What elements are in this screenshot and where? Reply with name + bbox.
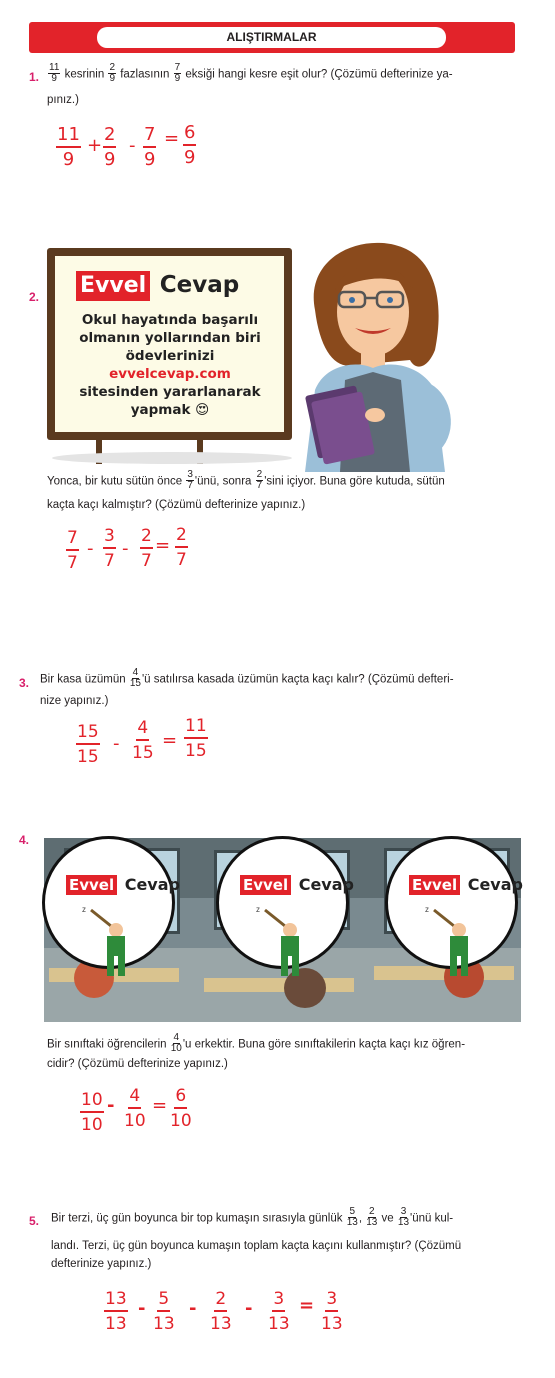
question-number: 4.	[19, 833, 30, 847]
mascot-icon	[250, 900, 320, 980]
ad-logo-cevap: Cevap	[159, 272, 240, 298]
svg-text:z: z	[82, 905, 86, 914]
question-number: 3.	[19, 676, 30, 690]
fraction: $\frac{2}{9}$	[109, 62, 115, 84]
header-title-box	[97, 27, 446, 48]
question-2-line-2: kaçta kaçı kalmıştır? (Çözümü defterinize yapınız.)	[47, 499, 306, 511]
question-3-line-2: nize yapınız.)	[40, 695, 109, 707]
question-5-line-3: defterinize yapınız.)	[51, 1258, 152, 1270]
fraction: $\frac{2}{7}$	[256, 469, 263, 491]
fraction: $\frac{2}{13}$	[366, 1206, 378, 1228]
svg-text:z: z	[256, 905, 260, 914]
ad-site-link[interactable]: evvelcevap.com	[109, 366, 231, 382]
fraction: $\frac{4}{10}$	[170, 1032, 182, 1054]
ad-logo-evvel: Evvel	[76, 271, 150, 301]
badge-logo: Evvel Cevap	[66, 875, 180, 894]
page-title: ALIŞTIRMALAR	[226, 30, 317, 44]
question-5-line-1: Bir terzi, üç gün boyunca bir top kumaşın sırasıyla günlük $\frac{5}{13}$ , $\frac{2}{13}$ ve $\frac{3}{13}$ 'ünü kul-	[51, 1206, 454, 1228]
fraction: $\frac{4}{15}$	[129, 667, 141, 689]
question-number: 2.	[29, 290, 40, 304]
question-4-line-1: Bir sınıftaki öğrencilerin $\frac{4}{10}$ 'u erkektir. Buna göre sınıftakilerin kaçta kaçı kız öğren-	[47, 1032, 466, 1054]
question-number: 1.	[29, 70, 40, 84]
fraction: $\frac{7}{9}$	[174, 62, 181, 84]
question-3-line-1: Bir kasa üzümün $\frac{4}{15}$ 'ü satılırsa kasada üzümün kaçta kaçı kalır? (Çözümü defteri-	[40, 667, 454, 689]
question-1-line-1: $\frac{11}{9}$ kesrinin $\frac{2}{9}$ fazlasının $\frac{7}{9}$ eksiği hangi kesre eşit olur? (Çözümü defterinize ya-	[49, 62, 453, 84]
ad-text: Okul hayatında başarılı olmanın yollarından biri ödevlerinizi evvelcevap.com sitesinden yararlanarak yapmak 😍	[60, 311, 280, 419]
fraction: $\frac{3}{7}$	[187, 469, 193, 491]
badge-logo: Evvel Cevap	[240, 875, 354, 894]
question-number: 5.	[29, 1214, 40, 1228]
question-2-line-1: Yonca, bir kutu sütün önce $\frac{3}{7}$ 'ünü, sonra $\frac{2}{7}$ 'sini içiyor. Buna göre kutuda, sütün	[47, 469, 445, 491]
teacher-illustration	[295, 240, 455, 472]
question-5-line-2: landı. Terzi, üç gün boyunca kumaşın toplam kaçta kaçını kullanmıştır? (Çözümü	[51, 1240, 462, 1252]
fraction: $\frac{5}{13}$	[346, 1206, 358, 1228]
fraction: $\frac{11}{9}$	[49, 62, 60, 84]
mascot-icon	[76, 900, 146, 980]
fraction: $\frac{3}{13}$	[397, 1206, 410, 1228]
board-shadow	[52, 452, 292, 464]
mascot-icon	[419, 900, 489, 980]
question-4-line-2: cidir? (Çözümü defterinize yapınız.)	[47, 1058, 228, 1070]
badge-logo: Evvel Cevap	[409, 875, 523, 894]
svg-text:z: z	[425, 905, 429, 914]
ad-logo	[76, 270, 239, 302]
question-1-line-2: pınız.)	[47, 94, 79, 106]
